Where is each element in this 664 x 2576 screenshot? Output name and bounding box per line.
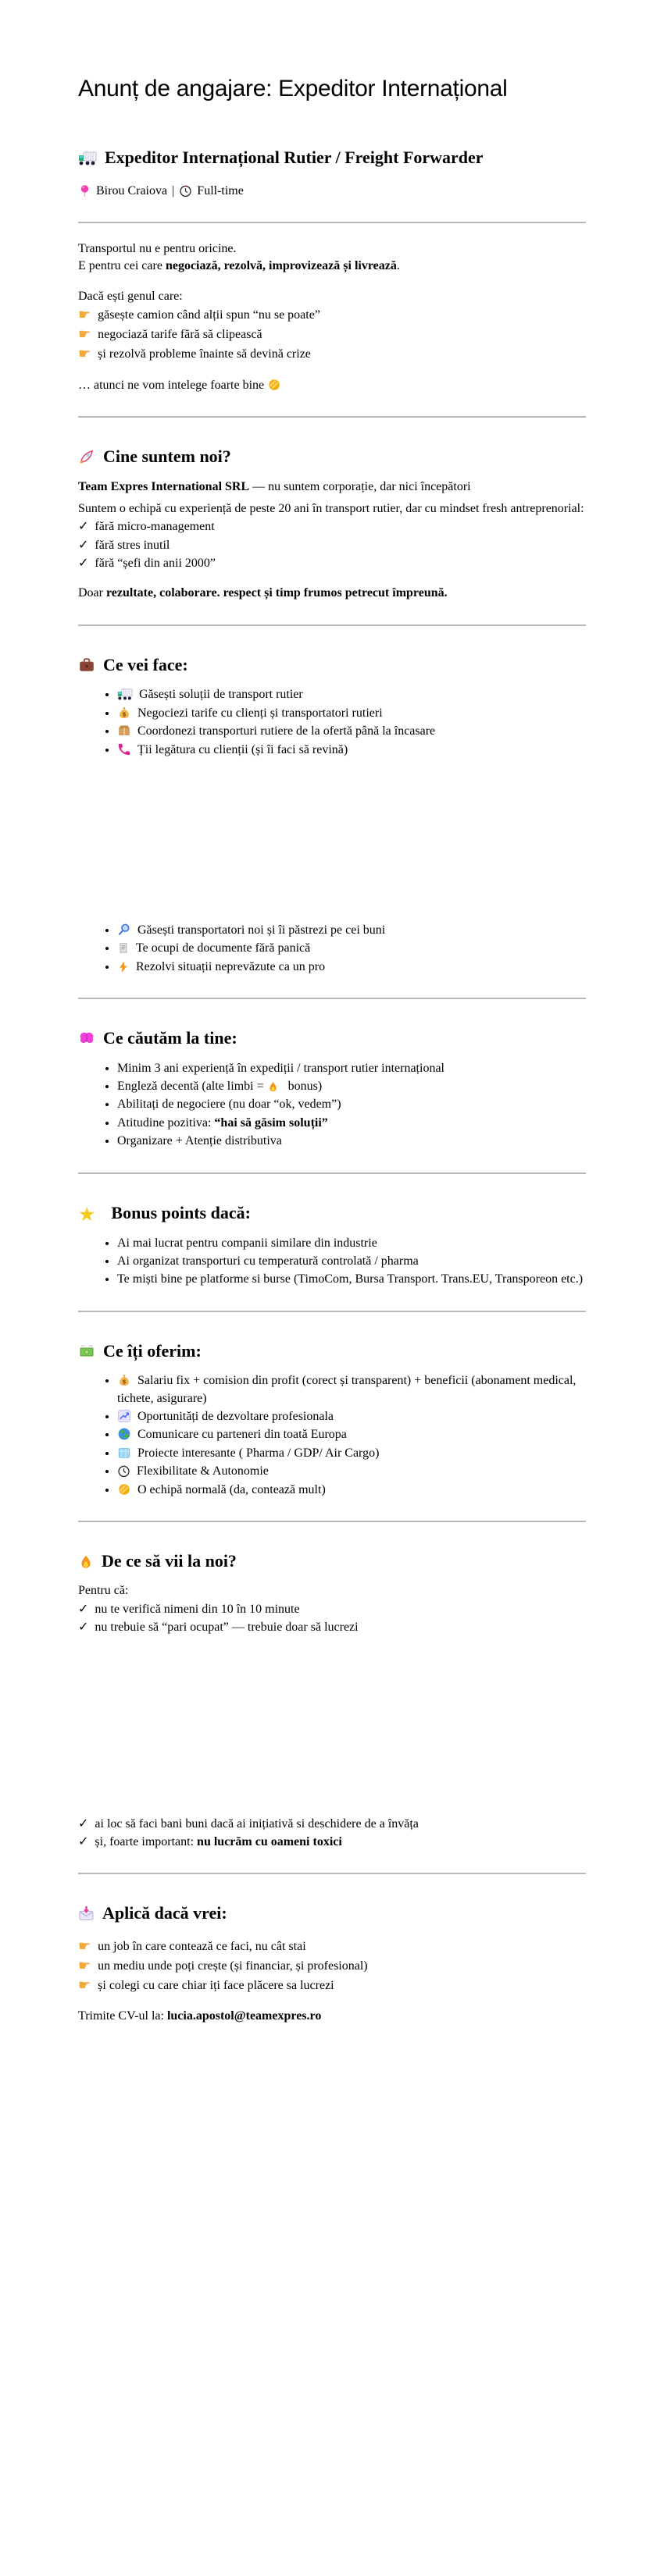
why-heading: De ce să vii la noi? [78,1550,586,1572]
list-item: • $ Salariu fix + comision din profit (corect și transparent) + beneficii (abonament medical, tichete, asigurare) [117,1372,586,1407]
intro-point: ☛ negociază tarife fără să clipească [78,326,262,343]
job-heading [78,147,586,169]
handshake-icon [267,377,281,394]
checkmark-icon: ✓ [78,1834,89,1849]
list-item: • Abilitați de negociere (nu doar “ok, vedem”) [117,1096,586,1113]
intro-point: ☛ găsește camion când alții spun “nu se poate” [78,307,320,324]
bonus-list [78,1235,586,1289]
job-employment-type: Full-time [197,183,244,197]
checkmark-icon: ✓ [78,518,89,534]
phone-icon [117,742,131,759]
list-item: • Flexibilitate & Autonomie [117,1463,586,1480]
requirements-list [78,1060,586,1151]
section-requirements [78,1027,586,1150]
pushpin-icon [78,183,91,200]
section-why [78,1550,586,1851]
magnifier-icon [117,922,131,939]
flame-icon [267,1078,279,1095]
who-check: ✓ fără stres inutil [78,536,170,552]
job-meta [78,183,586,200]
list-item: • Proiecte interesante ( Pharma / GDP/ Air Cargo) [117,1445,586,1462]
list-item: • Atitudine pozitiva: “hai să găsim soluții” [117,1115,586,1132]
why-check: ✓ nu trebuie să “pari ocupat” — trebuie doar să lucrezi [78,1619,359,1635]
chart-icon [117,1408,131,1425]
offer-heading: Ce îți oferim: [78,1340,586,1362]
section-offer [78,1340,586,1499]
requirements-heading: Ce căutăm la tine: [78,1027,586,1049]
tasks-list-top [78,686,586,759]
tasks-heading: Ce vei face: [78,654,586,676]
list-item: • Organizare + Atenție distributiva [117,1133,586,1150]
flying-money-icon [78,1340,95,1362]
list-item: • $ Negociezi tarife cu clienți și transportatori rutieri [117,705,586,722]
apply-cta: Trimite CV-ul la: lucia.apostol@teamexpres.ro [78,2009,322,2023]
clock-icon [179,183,192,200]
why-check: ✓ ai loc să faci bani buni dacă ai inițiativă si deschidere de a învăța [78,1815,419,1831]
checkmark-icon: ✓ [78,1815,89,1831]
list-item: • Oportunități de dezvoltare profesionala [117,1408,586,1425]
list-item: • Ai organizat transporturi cu temperatură controlată / pharma [117,1253,586,1270]
receipt-icon [117,940,130,957]
list-item: • Ai mai lucrat pentru companii similare din industrie [117,1235,586,1252]
vertical-gap [78,1924,586,1937]
list-item: • Te miști bine pe platforme si burse (TimoCom, Bursa Transport. Trans.EU, Transporeon etc.) [117,1271,586,1288]
section-apply [78,1902,586,2025]
envelope-arrow-icon [78,1902,95,1924]
bonus-heading: ★ Bonus points dacă: [78,1202,251,1226]
list-item: • Rezolvi situații neprevăzute ca un pro [117,959,586,976]
section-bonus [78,1202,586,1289]
who-heading: Cine suntem noi? [78,446,586,468]
pointing-right-icon: ☛ [78,346,91,363]
intro-line-2: E pentru cei care negociază, rezolvă, improvizează și livrează. [78,259,400,273]
section-divider [78,1873,586,1874]
list-item: • Coordonezi transporturi rutiere de la ofertă până la încasare [117,723,586,740]
apply-point: ☛ un mediu unde poți crește (și financiar, și profesional) [78,1958,368,1975]
checkmark-icon: ✓ [78,1619,89,1635]
svg-text:$: • $ [122,710,127,718]
list-item: • Găsești soluții de transport rutier [117,686,586,703]
why-check: ✓ și, foarte important: nu lucrăm cu oameni toxici [78,1834,342,1849]
who-check: ✓ fără “șefi din anii 2000” [78,555,216,571]
list-item: • Te ocupi de documente fără panică [117,940,586,957]
list-item: • Comunicare cu parteneri din toată Europa [117,1426,586,1443]
intro-outro: … atunci ne vom intelege foarte bine [78,377,586,394]
apply-heading: Aplică dacă vrei: [78,1902,586,1924]
job-heading-text: Expeditor Internațional Rutier / Freight Forwarder [105,148,484,167]
moneybag-icon [117,705,131,722]
tasks-list-bottom [78,922,586,976]
checkmark-icon: ✓ [78,536,89,552]
section-divider [78,1172,586,1174]
list-item: • Minim 3 ani experiență în expediții / transport rutier internațional [117,1060,586,1077]
lightning-icon [117,959,130,976]
why-check: ✓ nu te verifică nimeni din 10 în 10 minute [78,1600,300,1616]
star-icon: ★ [78,1202,96,1226]
pointing-right-icon: ☛ [78,1937,91,1955]
vertical-gap [78,365,586,377]
rocket-icon [78,446,95,468]
briefcase-icon [78,654,95,676]
package-icon [117,723,131,740]
flame-icon [78,1550,94,1572]
vertical-gap [78,1637,586,1815]
intro-condition-heading: Dacă ești genul care: [78,289,183,303]
job-location: Birou Craiova [96,183,168,197]
list-item: • O echipă normală (da, contează mult) [117,1482,586,1499]
intro-line-1: Transportul nu e pentru oricine. [78,241,237,255]
truck-icon [78,147,97,169]
section-tasks [78,654,586,976]
section-divider [78,624,586,626]
globe-icon [117,1426,131,1443]
section-intro [78,240,586,394]
apply-point: ☛ și colegi cu care chiar iți face plăcere sa lucrezi [78,1977,334,1994]
svg-text:$: • $ [122,1378,127,1386]
vertical-gap [78,760,586,922]
pointing-right-icon: ☛ [78,326,91,343]
vertical-gap [78,572,586,585]
why-intro: Pentru că: [78,1584,129,1598]
apply-email: lucia.apostol@teamexpres.ro [166,2009,322,2023]
pointing-right-icon: ☛ [78,307,91,324]
list-item: • Găsești transportatori noi și îi păstrezi pe cei buni [117,922,586,939]
list-item: • Engleză decentă (alte limbi = bonus) [117,1078,586,1095]
team-line: Suntem o echipă cu experiență de peste 20 ani în transport rutier, dar cu mindset fresh antreprenorial: [78,501,584,515]
section-divider [78,1521,586,1522]
section-divider [78,998,586,999]
company-line: Team Expres International SRL — nu suntem corporație, dar nici începători [78,479,471,493]
brain-icon [78,1027,95,1049]
section-divider [78,1311,586,1312]
pointing-right-icon: ☛ [78,1958,91,1975]
truck-icon [117,686,133,703]
section-divider [78,416,586,418]
checkmark-icon: ✓ [78,555,89,571]
clock-icon [117,1463,130,1480]
page-title: Anunț de angajare: Expeditor Internațional [78,76,508,101]
intro-point: ☛ și rezolvă probleme înainte să devină crize [78,346,311,363]
offer-list [78,1372,586,1499]
checkmark-icon: ✓ [78,1600,89,1616]
apply-point: ☛ un job în care contează ce faci, nu cât stai [78,1937,306,1955]
moneybag-icon [117,1372,131,1389]
meta-separator: | [172,183,175,197]
section-divider [78,222,586,223]
who-check: ✓ fără micro-management [78,518,215,534]
handshake-icon [117,1482,131,1499]
vertical-gap [78,276,586,288]
icecube-icon [117,1445,131,1462]
list-item: • Ții legătura cu clienții (și îi faci să revină) [117,742,586,759]
who-closing: Doar rezultate, colaborare. respect și timp frumos petrecut împreună. [78,586,448,600]
pointing-right-icon: ☛ [78,1977,91,1994]
section-who-we-are [78,446,586,603]
